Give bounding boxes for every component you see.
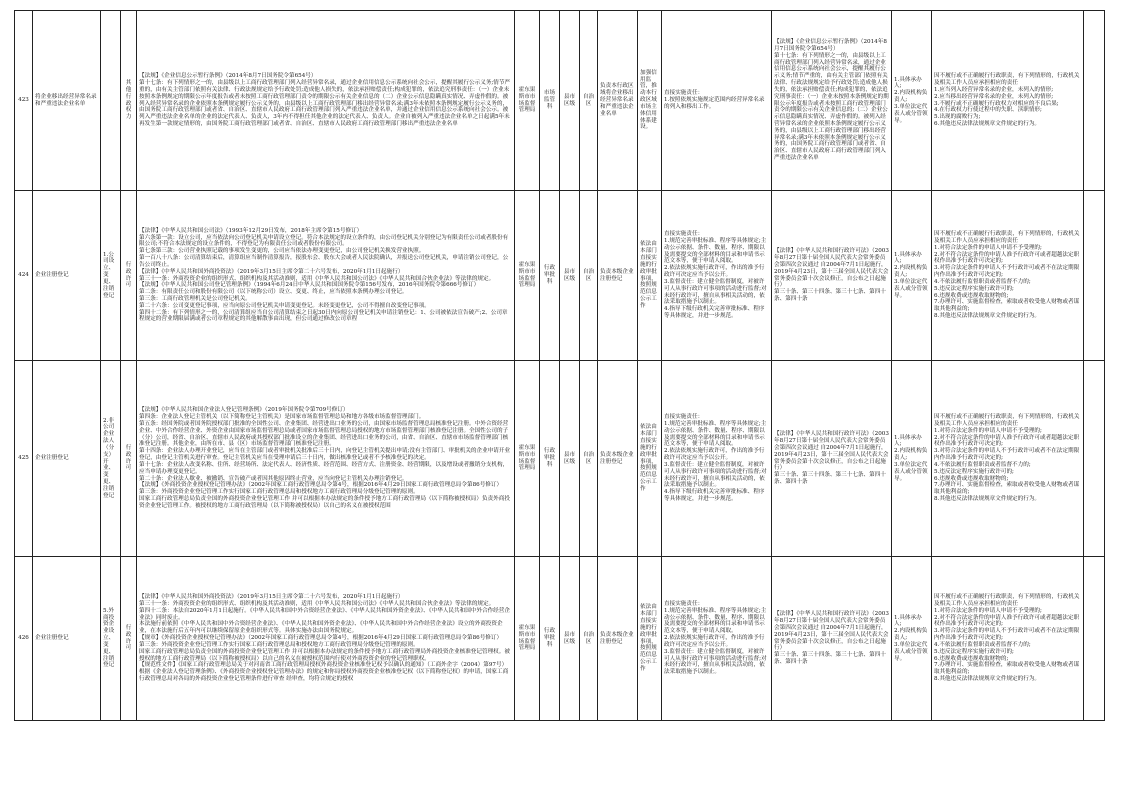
row-number: 424 bbox=[15, 191, 33, 361]
accountability-subjects bbox=[892, 557, 932, 721]
accountability-cases-line: 7.办理许可、实施监督检查，索取或者收受他人财物或者谋取其他利益的; bbox=[934, 299, 1080, 313]
accountability-subjects-line: 3.单位法定代表人或分管领导。 bbox=[894, 278, 928, 299]
duty-items-line: 1.规范完善审批标准、程序等具体规定;主动公示依据、条件、数量、程序、期限以及需要提交的全部材料的目录和申请书示范文本等，便于申请人阅取。 bbox=[664, 607, 767, 635]
legal-basis bbox=[137, 361, 515, 557]
accountability-cases-line: 3.对符合法定条件的申请人不予行政许可或者不在法定期限内作出准予行政许可决定的; bbox=[934, 265, 1080, 279]
accountability-subjects-line: 2.内设机构负责人; bbox=[894, 628, 928, 642]
accountability-cases-line: 5.出现的腐败行为; bbox=[934, 114, 981, 121]
accountability-basis-line: 【法律】《中华人民共和国行政许可法》（2003年8月27日第十届全国人民代表大会常务委员会第四次会议通过 自2004年7月1日起施行，2019年4月23日，第十三届全国人民代表大会常务委员会第十次会议修正，自公布之日起施行） bbox=[774, 611, 889, 652]
duty-items-line: 直接实施责任： bbox=[664, 231, 704, 238]
accountability-subjects-line: 1.具体承办人; bbox=[894, 76, 922, 90]
legal-basis-line: 第三条：外商投资企业登记管理工作实行国家工商行政管理总局和授权地方工商行政管理局分级登记管理的原则。 bbox=[139, 641, 419, 648]
legal-basis-line: 第三十一条：外商投资企业的组织形式、组织机构及其活动准则，适用《中华人民共和国公司法》《中华人民共和国合伙企业法》等法律的规定。 bbox=[139, 601, 495, 608]
region-level: 自治区 bbox=[580, 557, 598, 721]
duty-items-line: 直接实施责任： bbox=[664, 90, 704, 97]
legal-basis-line: 第二条：有限责任公司和股份有限公司（以下统称公司）设立、变更、终止，应当依照本条例办理公司登记。 bbox=[139, 289, 408, 296]
legal-basis-line: 第四十二条：本法自2020年1月1日起施行。《中华人民共和国中外合资经营企业法》、《中华人民共和国外资企业法》、《中华人民共和国中外合作经营企业法》同时废止。 bbox=[139, 607, 510, 621]
legal-basis-line: 第十七条：有下列情形之一的，由县级以上工商行政管理部门列入经营异常名录，通过企业信用信息公示系统向社会公示，提醒其履行公示义务;情节严重的，由有关主管部门依照有关法律、行政法规规定给予行政处罚;造成他人损失的，依法承担赔偿责任;构成犯罪的，依法追究刑事责任：（一）企业未按照本条例规定的期限公示年度报告或者未按照工商行政管理部门责令的期限公示有关企业信息的（二）企业公示信息隐瞒真实情况、弄虚作假的。被列入经营异常名录的企业依照本条例规定履行公示义务的，由县级以上工商行政管理部门移出经营异常名录;满3年未依照本条例规定履行公示义务的，由国务院工商行政管理部门或者省、自治区、直辖市人民政府工商行政管理部门列入严重违法企业名单，并通过企业信用信息公示系统向社会公示。被列入严重违法企业名单的企业的法定代表人、负责人，3年内不得担任其他企业的法定代表人、负责人。企业自被列入严重违法企业名单之日起满5年未再发生第一款规定情形的，由国务院工商行政管理部门或者省、自治区、直辖市人民政府工商行政管理部门移出严重违法企业名单 bbox=[139, 80, 511, 127]
accountability-cases bbox=[932, 11, 1084, 191]
accountability-cases-line: 6.违规收费或违规收取财物的; bbox=[934, 475, 1009, 482]
blank-cell bbox=[1084, 361, 1105, 557]
power-type: 行政许可 bbox=[121, 557, 137, 721]
implementing-department: 霍东果斯市市场监督管理局 bbox=[515, 11, 540, 191]
accountability-cases-line: 4.不依法履行监督职责或者监督不力的; bbox=[934, 461, 1031, 468]
accountability-cases-line: 7.办理许可、实施监督检查，索取或者收受他人财物或者谋取其他利益的; bbox=[934, 662, 1080, 676]
table-row bbox=[15, 191, 1105, 361]
accountability-basis-line: 【法律】《中华人民共和国行政许可法》（2003年8月27日第十届全国人民代表大会常务委员会第四次会议通过 自2004年7月1日起施行，2019年4月23日，第十三届全国人民代表大会常务委员会第十次会议修正，自公布之日起施行） bbox=[774, 431, 889, 472]
duty-items-line: 4.指导下级行政机关完善审批标准、程序等具体规定，并进一步规范。 bbox=[664, 306, 765, 319]
implementing-subject: 负责本行政区域将企业移出经营异常名录和严重违法企业名单 bbox=[598, 11, 638, 191]
legal-basis-line: 第七条第三款：公司营业执照记载的事项发生变更的，公司应当依法办理变更登记，由公司登记机关换发营业执照。 bbox=[139, 248, 425, 255]
duty-items-line: 1.规范完善审批标准、程序等具体规定;主动公示依据、条件、数量、程序、期限以及需要提交的全部材料的目录和申请书示范文本等，便于申请人阅取。 bbox=[664, 238, 767, 265]
accountability-cases-line: 4.在行政权力行使过程中的失职、渎职情形; bbox=[934, 107, 1042, 114]
legal-basis-line: 【法律】《中华人民共和国外商投资法》（2019年3月15日主席令第二十六号发布，2020年1月1日起施行） bbox=[139, 594, 404, 601]
legal-basis-line: 第十四条：企业法人办理开业登记，应当在主管部门或者审批机关批准后三十日内，向登记主管机关提出申请;没有主管部门、审批机关的企业申请开业登记，由登记主管机关进行审查。登记主管机关应当在受理申请后三十日内，做出核准登记或者不予核准登记的决定。 bbox=[139, 448, 511, 462]
accountability-cases-line: 7.办理许可、实施监督检查，索取或者收受他人财物或者谋取其他利益的; bbox=[934, 482, 1080, 496]
accountability-basis bbox=[772, 11, 892, 191]
item-name: 企业注册登记 bbox=[33, 361, 101, 557]
accountability-subjects-line: 3.单位法定代表人或分管领导。 bbox=[894, 461, 928, 482]
accountability-cases-line: 因不履行或不正确履行行政职责，有下列情形的，行政机关及相关工作人员应承担相应的责任 bbox=[934, 414, 1080, 428]
legal-basis bbox=[137, 557, 515, 721]
accountability-cases-line: 6.其他违反法律法规规章文件规定的行为。 bbox=[934, 120, 1041, 127]
row-number: 426 bbox=[15, 557, 33, 721]
legal-basis-line: 国家工商行政管理总局负责全国的外商投资企业登记管理工作 并可以根据本办法规定的条件授予地方工商行政管理局外商投资企业核准登记管理权。被授权的地方工商行政管理局（以下简称被授权局）以自己的名义在被授权范围内行使对外商投资企业的登记管理职权。 bbox=[139, 648, 510, 662]
item-name: 企业注册登记 bbox=[33, 557, 101, 721]
duty-items-line: 2.依法依规实施行政许可，作出的准予行政许可决定应当予以公开。 bbox=[664, 448, 765, 462]
accountability-cases-line: 3.不履行或不正确履行行政权力对相应的不良后果; bbox=[934, 100, 1059, 107]
admin-level: 县市区级 bbox=[560, 557, 580, 721]
duty-items-line: 3.监督责任：建立健全监督制度，对被许可人从事行政许可事项的活动进行监督;对未经行政许可，擅自从事相关活动的，依法采取措施予以制止。 bbox=[664, 648, 767, 676]
implementing-department: 霍东果斯市市场监督管理局 bbox=[515, 557, 540, 721]
accountability-cases-line: 4.不依法履行监督职责或者监督不力的; bbox=[934, 641, 1031, 648]
accountability-cases-line: 6.违规收费或违规收取财物的; bbox=[934, 655, 1009, 662]
sub-item-name: 2.非公司企业法人（分支）开业、变更、注销登记 bbox=[101, 361, 121, 557]
accountability-subjects bbox=[892, 361, 932, 557]
legal-basis-line: 【规范性文件】《国家工商行政管理总局关于对河南省工商行政管理局授权外商投资企业核准登记权予以确认的通知》（工商外企字（2004）第97号） bbox=[139, 662, 508, 669]
accountability-subjects-line: 1.具体承办人; bbox=[894, 251, 922, 265]
accountability-subjects-line: 2.内设机构负责人; bbox=[894, 448, 928, 462]
responsible-office: 行政审批科 bbox=[540, 361, 560, 557]
legal-basis-line: 【法规】《外商投资企业授权登记管理办法》（2002年国家工商行政管理总局令第4号，根据2016年4月29日国家工商行政管理总局令第86号修订） bbox=[139, 482, 503, 489]
table-row bbox=[15, 361, 1105, 557]
implementing-subject: 负责本级企业注册登记 bbox=[598, 191, 638, 361]
accountability-cases-line: 8.其他违反法律法规规章文件规定的行为。 bbox=[934, 495, 1041, 502]
power-type: 行政许可 bbox=[121, 361, 137, 557]
accountability-cases-line: 3.对符合法定条件的申请人不予行政许可或者不在法定期限内作出准予行政许可决定的; bbox=[934, 628, 1080, 642]
implementing-subject: 负责本级企业注册登记 bbox=[598, 557, 638, 721]
legal-basis-line: 【法律】《中华人民共和国外商投资法》（2019年3月15日主席令第二十六号发布，2020年1月1日起施行） bbox=[139, 268, 404, 275]
legal-basis-line: 【法规】《企业信息公示暂行条例》（2014年8月7日国务院令第654号） bbox=[139, 73, 317, 80]
duty-items bbox=[662, 361, 772, 557]
table-row bbox=[15, 11, 1105, 191]
legal-basis-line: 第三十一条：外商投资企业的组织形式、组织机构及其活动准则，适用《中华人民共和国公司法》《中华人民共和国合伙企业法》等法律的规定。 bbox=[139, 275, 495, 282]
legal-basis-line: 第一百八十八条：公司清算结束后，清算组应当制作清算报告，报股东会、股东大会或者人民法院确认，并报送公司登记机关，申请注销公司登记，公告公司终止。 bbox=[139, 255, 509, 268]
legal-basis-line: 第十七条：企业法人改变名称、住所、经营场所、法定代表人、经济性质、经营范围、经营方式、注册资金、经营期限，以及增设或者撤销分支机构，应当申请办理变更登记。 bbox=[139, 461, 509, 475]
legal-basis-line: 第二十条：企业法人歇业、被撤销、宣告破产或者因其他原因终止营业，应当向登记主管机关办理注销登记。 bbox=[139, 475, 408, 482]
accountability-cases bbox=[932, 361, 1084, 557]
duty-items bbox=[662, 557, 772, 721]
legal-basis-line: 第五条：经国务院或者国务院授权部门批准的全国性公司、企业集团、经营进出口业务的公司，由国家市场监督管理总局核准登记注册。中外合资经营企业、中外合作经营企业、外资企业由国家市场监督管理总局或者国家市场监督管理总局授权的地方市场监督管理部门核准登记注册。全国性公司的子（分）公司，经省、自治区、直辖市人民政府或其授权部门批准设立的企业集团、经营进出口业务的公司，由省、自治区、直辖市市场监督管理部门核准登记注册。其他企业，由所在市、县（区）市场监督管理部门核准登记注册。 bbox=[139, 421, 509, 448]
legal-basis-line: 根据《企业法人登记管理条例》、《外商投资企业授权登记管理办法》的规定和你局授权外商投资企业核准登记权（以下简称登记权）的申请，国家工商行政管理总局对各局的外商投资企业登记管理条件进行审查 经审查，均符合规定的授权 bbox=[139, 669, 509, 682]
accountability-cases-line: 5.违反法定程序实施行政许可的; bbox=[934, 285, 1014, 292]
legal-basis-line: 第二十六条：公司变更登记事项，应当向原公司登记机关申请变更登记。未经变更登记，公司不得擅自改变登记事项。 bbox=[139, 302, 430, 309]
accountability-cases-line: 因不履行或不正确履行行政职责，有下列情形的，行政机关及相关工作人员应承担相应的责任 bbox=[934, 594, 1080, 608]
accountability-cases-line: 5.违反法定程序实施行政许可的; bbox=[934, 468, 1014, 475]
accountability-cases-line: 8.其他违反法律法规规章文件规定的行为。 bbox=[934, 312, 1041, 319]
region-level: 自治区 bbox=[580, 361, 598, 557]
row-number: 425 bbox=[15, 361, 33, 557]
implementing-department: 霍东果斯市市场监督管理局 bbox=[515, 361, 540, 557]
duty-items-line: 3.监督责任：建立健全监督制度，对被许可人从事行政许可事项的活动进行监督;对未经行政许可，擅自从事相关活动的，依法采取措施予以制止。 bbox=[664, 461, 767, 489]
duty-items-line: 直接实施责任： bbox=[664, 414, 704, 421]
region-level: 自治区 bbox=[580, 11, 598, 191]
legal-basis-line: 第三条：外商投资企业登记管理工作实行国家工商行政管理总局和授权地方工商行政管理局分级登记管理的原则。 bbox=[139, 489, 419, 496]
duty-items-line: 1.规范完善审批标准、程序等具体规定;主动公示依据、条件、数量、程序、期限以及需要提交的全部材料的目录和申请书示范文本等，便于申请人阅取。 bbox=[664, 421, 767, 448]
item-name: 将企业移出经营异常名录和严重违法企业名单 bbox=[33, 11, 101, 191]
duty-items-line: 1.按照依规实施规定范围内经营异常名录的列入和移出工作。 bbox=[664, 97, 765, 110]
sub-item-name: 5.外商投资企业设立、变更、注销登记 bbox=[101, 557, 121, 721]
accountability-cases-line: 3.对符合法定条件的申请人不予行政许可或者不在法定期限内作出准予行政许可决定的; bbox=[934, 448, 1080, 462]
accountability-cases-line: 2.对不符合法定条件的申请人准予行政许可或者超越法定职权作出准予行政许可决定的; bbox=[934, 251, 1080, 265]
accountability-cases bbox=[932, 191, 1084, 361]
information-note: 加强信用监管，推动本行政区域市场主体信用体系建设。 bbox=[638, 11, 662, 191]
accountability-cases-line: 2.应当移出经营异常名录的企业，未列入的情形; bbox=[934, 93, 1054, 100]
accountability-subjects-line: 1.具体承办人; bbox=[894, 614, 922, 628]
accountability-cases-line: 2.对不符合法定条件的申请人准予行政许可或者超越法定职权作出准予行政许可决定的; bbox=[934, 434, 1080, 448]
accountability-cases-line: 因不履行或不正确履行行政职责，有下列情形的，行政机关及相关工作人员应承担相应的责任 bbox=[934, 73, 1080, 87]
legal-basis-line: 国家工商行政管理总局负责全国的外商投资企业登记管理工作 并可以根据本办法规定的条件授予地方工商行政管理局（以下简称被授权局）负责外商投资企业登记管理工作。被授权的地方工商行政管理局（以下简称被授权局）以自己的名义在被授权范围 bbox=[139, 495, 510, 509]
accountability-cases-line: 2.对不符合法定条件的申请人准予行政许可或者超越法定职权作出准予行政许可决定的; bbox=[934, 614, 1080, 628]
accountability-cases-line: 因不履行或不正确履行行政职责，有下列情形的，行政机关及相关工作人员应承担相应的责任 bbox=[934, 231, 1080, 245]
accountability-basis bbox=[772, 557, 892, 721]
admin-level: 县市区级 bbox=[560, 11, 580, 191]
accountability-basis-line: 【法规】《企业信息公示暂行条例》（2014年8月7日国务院令第654号） bbox=[774, 39, 887, 52]
blank-cell bbox=[1084, 191, 1105, 361]
power-type: 行政许可 bbox=[121, 191, 137, 361]
sub-item-name: 1.公司设立、变更、注销登记 bbox=[101, 191, 121, 361]
duty-items-line: 2.依法依规实施行政许可，作出的准予行政许可决定应当予以公开。 bbox=[664, 265, 765, 279]
accountability-cases-line: 5.违反法定程序实施行政许可的; bbox=[934, 648, 1014, 655]
legal-basis-line: 第四十二条：有下列情形之一的，公司清算组应当自公司清算结束之日起30日内向原公司登记机关申请注销登记：1、公司被依法宣告破产;2、公司章程规定的营业期限届满或者公司章程规定的其他解散事由出现，但公司通过修改公司章程 bbox=[139, 309, 508, 323]
accountability-basis-line: 第三十条、第三十四条、第三十七条、第四十条、第四十条 bbox=[774, 652, 886, 665]
legal-basis-line: 第四条：企业法人登记主管机关（以下简称登记主管机关）是国家市场监督管理总局和地方各级市场监督管理部门。 bbox=[139, 414, 425, 421]
legal-basis-line: 本法施行前依照《中华人民共和国中外合资经营企业法》、《中华人民共和国外资企业法》、《中华人民共和国中外合作经营企业法》设立的外商投资企业，在本法施行后五年内可以继续保留原企业组织形式等。具体实施办法由国务院规定。 bbox=[139, 621, 503, 635]
accountability-cases bbox=[932, 557, 1084, 721]
information-note: 依法由本部门直接实施的行政审批事项，按照规范信息公示工作 bbox=[638, 361, 662, 557]
region-level: 自治区 bbox=[580, 191, 598, 361]
accountability-cases-line: 4.不依法履行监督职责或者监督不力的; bbox=[934, 278, 1031, 285]
blank-cell bbox=[1084, 11, 1105, 191]
power-type: 其他行政权力 bbox=[121, 11, 137, 191]
responsible-office: 行政审批科 bbox=[540, 191, 560, 361]
legal-basis-line: 第六条第一款：设立公司，应当依法向公司登记机关申请设立登记。符合本法规定的设立条件的，由公司登记机关分别登记为有限责任公司或者股份有限公司;不符合本法规定的设立条件的，不得登记为有限责任公司或者股份有限公司。 bbox=[139, 234, 509, 248]
accountability-subjects-line: 1.具体承办人; bbox=[894, 434, 922, 448]
accountability-basis bbox=[772, 361, 892, 557]
responsibility-table bbox=[14, 10, 1105, 721]
accountability-subjects-line: 3.单位法定代表人或分管领导。 bbox=[894, 103, 928, 124]
legal-basis-line: 【规章】《外商投资企业授权登记管理办法》（2002年国家工商行政管理总局令第4号，根据2016年4月29日国家工商行政管理总局令第86号修订） bbox=[139, 635, 503, 642]
duty-items-line: 2.依法依规实施行政许可，作出的准予行政许可决定应当予以公开。 bbox=[664, 635, 765, 648]
accountability-cases-line: 8.其他违反法律法规规章文件规定的行为。 bbox=[934, 675, 1041, 682]
information-note: 依法由本部门直接实施的行政审批事项，按照规范信息公示工作 bbox=[638, 191, 662, 361]
legal-basis-line: 【法规】《中华人民共和国公司登记管理条例》（1994年6月24日中华人民共和国国务院令第156号发布，2016年国务院令第666号修订） bbox=[139, 282, 480, 289]
legal-basis bbox=[137, 11, 515, 191]
accountability-subjects bbox=[892, 11, 932, 191]
legal-basis bbox=[137, 191, 515, 361]
accountability-basis bbox=[772, 191, 892, 361]
duty-items bbox=[662, 11, 772, 191]
legal-basis-line: 【法律】《中华人民共和国公司法》（1993年12月29日发布，2018年主席令第15号修订） bbox=[139, 227, 363, 234]
information-note: 依法由本部门直接实施的行政审批事项，按照规范信息公示工作 bbox=[638, 557, 662, 721]
accountability-cases-line: 1.对符合法定条件的申请人申请不予受理的; bbox=[934, 244, 1042, 251]
responsible-office: 市场监管科 bbox=[540, 11, 560, 191]
row-number: 423 bbox=[15, 11, 33, 191]
implementing-department: 霍东果斯市市场监督管理局 bbox=[515, 191, 540, 361]
implementing-subject: 负责本级企业注册登记 bbox=[598, 361, 638, 557]
legal-basis-line: 第三条：工商行政管理机关是公司登记机关。 bbox=[139, 295, 251, 302]
sub-item-name bbox=[101, 11, 121, 191]
accountability-cases-line: 6.违规收费或违规收取财物的; bbox=[934, 292, 1009, 299]
accountability-basis-line: 【法律】《中华人民共和国行政许可法》（2003年8月27日第十届全国人民代表大会常务委员会第四次会议通过 自2004年7月1日起施行，2019年4月23日，第十三届全国人民代表大会常务委员会第十次会议修正，自公布之日起施行） bbox=[774, 248, 889, 289]
legal-basis-line: 【法规】《中华人民共和国企业法人登记管理条例》（2019年国务院令第709号修订） bbox=[139, 407, 349, 414]
responsible-office: 行政审批科 bbox=[540, 557, 560, 721]
admin-level: 县市区级 bbox=[560, 191, 580, 361]
accountability-subjects-line: 2.内设机构负责人; bbox=[894, 90, 928, 104]
item-name: 企业注册登记 bbox=[33, 191, 101, 361]
blank-cell bbox=[1084, 557, 1105, 721]
admin-level: 县市区级 bbox=[560, 361, 580, 557]
accountability-subjects-line: 3.单位法定代表人或分管领导。 bbox=[894, 641, 928, 662]
table-row bbox=[15, 557, 1105, 721]
accountability-cases-line: 1.对符合法定条件的申请人申请不予受理的; bbox=[934, 607, 1042, 614]
accountability-basis-line: 第三十条、第三十四条、第三十七条、第四十条、第四十条 bbox=[774, 289, 886, 302]
accountability-cases-line: 1.应当列入经营异常名录的企业，未列入的情形; bbox=[934, 86, 1054, 93]
duty-items-line: 3.监督责任：建立健全监督制度，对被许可人从事行政许可事项的活动进行监督;对未经行政许可，擅自从事相关活动的，依法采取措施予以制止。 bbox=[664, 278, 767, 306]
duty-items bbox=[662, 191, 772, 361]
accountability-cases-line: 1.对符合法定条件的申请人申请不予受理的; bbox=[934, 427, 1042, 434]
duty-items-line: 直接实施责任： bbox=[664, 601, 704, 608]
accountability-subjects-line: 2.内设机构负责人; bbox=[894, 265, 928, 279]
accountability-basis-line: 第十七条：有下列情形之一的，由县级以上工商行政管理部门列入经营异常名录，通过企业信用信息公示系统向社会公示，提醒其履行公示义务;情节严重的，由有关主管部门依照有关法律、行政法规规定给予行政处罚;造成他人损失的，依法承担赔偿责任;构成犯罪的，依法追究刑事责任：（一）企业未按照本条例规定的期限公示年度报告或者未按照工商行政管理部门责令的期限公示有关企业信息的;（二）企业公示信息隐瞒真实情况、弄虚作假的。被列入经营异常名录的企业依照本条例规定履行公示义务的，由县级以上工商行政管理部门移出经营异常名录;满3年未依照本条例规定履行公示义务的，由国务院工商行政管理部门或者省、自治区、直辖市人民政府工商行政管理部门列入严重违法企业名单 bbox=[774, 52, 889, 161]
accountability-basis-line: 第三十条、第三十四条、第三十七条、第四十条、第四十条 bbox=[774, 472, 886, 485]
duty-items-line: 4.指导下级行政机关完善审批标准、程序等具体规定，并进一步规范。 bbox=[664, 489, 765, 502]
accountability-subjects bbox=[892, 191, 932, 361]
